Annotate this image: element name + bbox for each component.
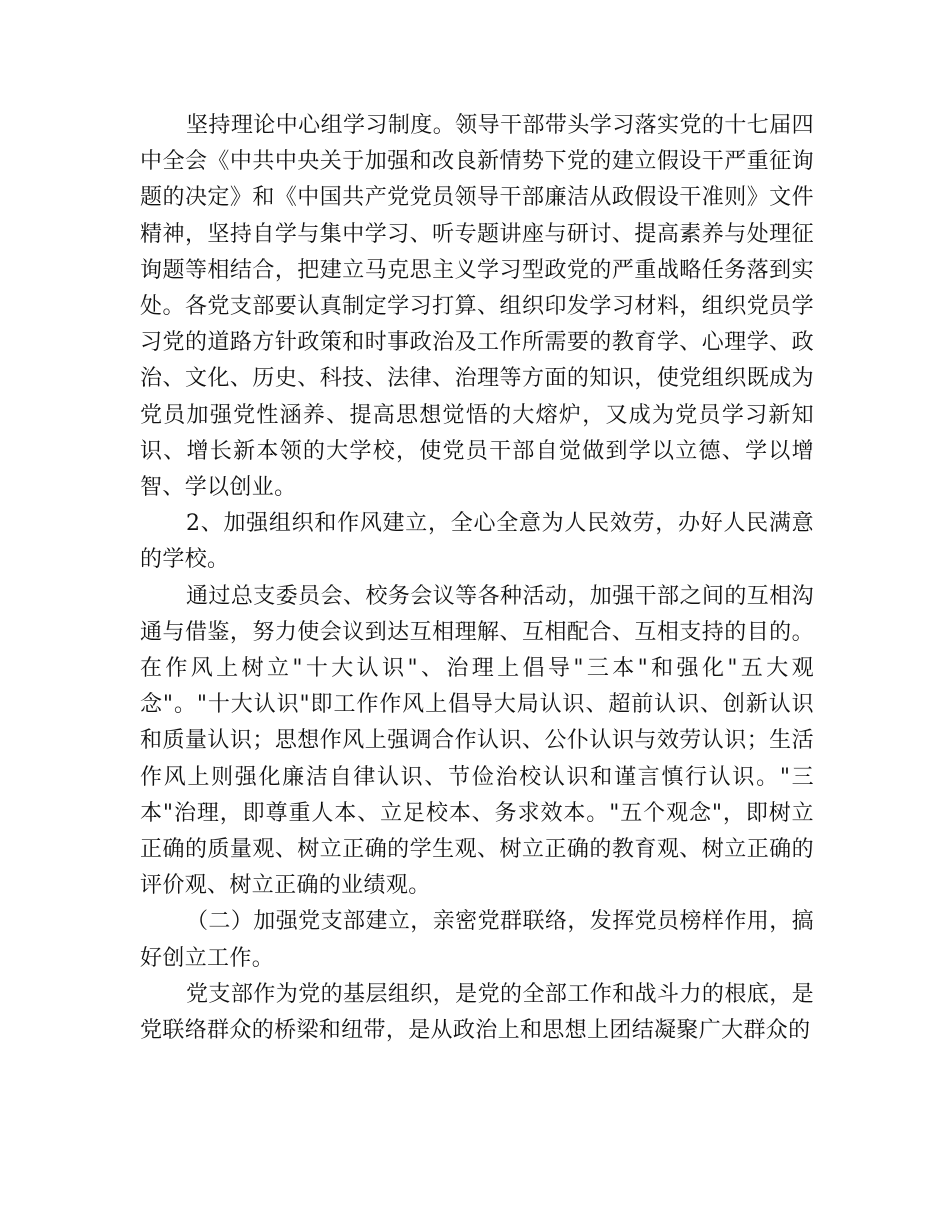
paragraph-section-er-heading: （二）加强党支部建立，亲密党群联络，发挥党员榜样作用，搞好创立工作。 bbox=[140, 909, 814, 971]
document-body bbox=[140, 108, 814, 1049]
paragraph-work-style: 通过总支委员会、校务会议等各种活动，加强干部之间的互相沟通与借鉴，努力使会议到达互相理解、互相配合、互相支持的目的。在作风上树立"十大认识"、治理上倡导"三本"和强化"五大观念"。"十大认识"即工作作风上倡导大局认识、超前认识、创新认识和质量认识；思想作风上强调合作认识、公仆认识与效劳认识；生活作风上则强化廉洁自律认识、节俭治校认识和谨言慎行认识。"三本"治理，即尊重人本、立足校本、务求效本。"五个观念"，即树立正确的质量观、树立正确的学生观、树立正确的教育观、树立正确的评价观、树立正确的业绩观。 bbox=[140, 583, 814, 899]
paragraph-section-2-heading: 2、加强组织和作风建立，全心全意为人民效劳，办好人民满意的学校。 bbox=[140, 511, 814, 573]
paragraph-party-branch: 党支部作为党的基层组织，是党的全部工作和战斗力的根底，是党联络群众的桥梁和纽带，是从政治上和思想上团结凝聚广大群众的 bbox=[140, 981, 814, 1044]
paragraph-theory-study: 坚持理论中心组学习制度。领导干部带头学习落实党的十七届四中全会《中共中央关于加强和改良新情势下党的建立假设干严重征询题的决定》和《中国共产党党员领导干部廉洁从政假设干准则》文件精神，坚持自学与集中学习、听专题讲座与研讨、提高素养与处理征询题等相结合，把建立马克思主义学习型政党的严重战略任务落到实处。各党支部要认真制定学习打算、组织印发学习材料，组织党员学习党的道路方针政策和时事政治及工作所需要的教育学、心理学、政治、文化、历史、科技、法律、治理等方面的知识，使党组织既成为党员加强党性涵养、提高思想觉悟的大熔炉，又成为党员学习新知识、增长新本领的大学校，使党员干部自觉做到学以立德、学以增智、学以创业。 bbox=[140, 113, 814, 501]
